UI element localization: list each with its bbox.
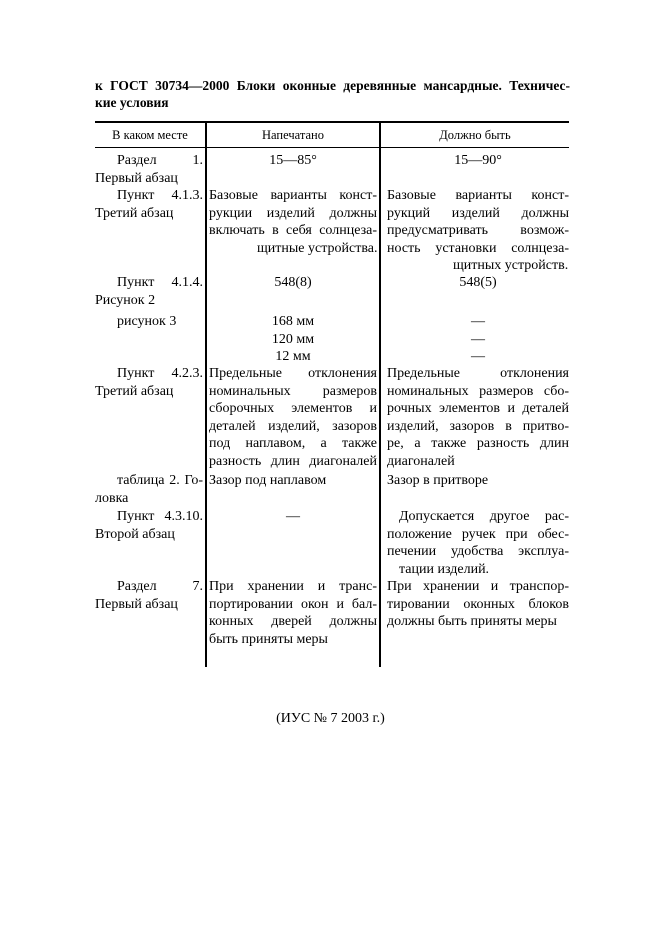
- table-row-2-printed: Базовые варианты конст- рукции изделий должны включать в себя солнцеза- щитные устройства.: [209, 188, 378, 256]
- table-row-1-where: Раздел 1. Первый абзац: [95, 153, 203, 186]
- table-row-1-should: 15—90°: [454, 153, 502, 168]
- table-row-6-should: Зазор в притворе: [387, 473, 489, 488]
- source-reference: (ИУС № 7 2003 г.): [276, 711, 385, 726]
- table-row-2-should: Базовые варианты конст- рукций изделий должны предусматривать возмож- ность установки солнцеза- щитных устройств.: [387, 188, 569, 273]
- table-top-rule: [95, 121, 569, 123]
- table-row-3-printed: 548(8): [274, 275, 312, 290]
- header-where: В каком месте: [112, 128, 188, 142]
- table-row-5-should: Предельные отклонения номинальных размеров сбо- рочных элементов и деталей изделий, зазоров в притво- ре, а также разность длин диагоналей: [387, 366, 569, 469]
- table-row-4-where: рисунок 3: [117, 314, 177, 329]
- table-row-7-printed: —: [286, 509, 300, 524]
- table-row-4-printed: 168 мм 120 мм 12 мм: [271, 314, 315, 364]
- table-row-3-should: 548(5): [459, 275, 497, 290]
- table-row-8-where: Раздел 7. Первый абзац: [95, 579, 203, 612]
- table-row-7-where: Пункт 4.3.10. Второй абзац: [95, 509, 203, 542]
- title-line-1: к ГОСТ 30734—2000 Блоки оконные деревянные мансардные. Техничес-: [95, 78, 570, 93]
- table-row-6-printed: Зазор под наплавом: [209, 473, 327, 488]
- table-row-6-where: таблица 2. Го- ловка: [95, 473, 203, 506]
- table-row-3-where: Пункт 4.1.4. Рисунок 2: [95, 275, 203, 308]
- table-row-4-should: — — —: [471, 314, 485, 364]
- table-column-divider-1: [205, 121, 207, 667]
- table-row-8-printed: При хранении и транс- портировании окон и бал- конных дверей должны быть приняты меры: [209, 579, 377, 647]
- table-row-5-printed: Предельные отклонения номинальных размеров сборочных элементов и деталей изделий, зазоров под наплавом, а также разность длин диагоналей: [209, 366, 377, 469]
- header-should-be: Должно быть: [439, 128, 511, 142]
- table-header-rule: [95, 147, 569, 148]
- table-column-divider-2: [379, 121, 381, 667]
- header-printed: Напечатано: [262, 128, 324, 142]
- table-row-1-printed: 15—85°: [269, 153, 317, 168]
- title-line-2: кие условия: [95, 95, 169, 110]
- table-row-8-should: При хранении и транспор- тировании оконных блоков должны быть приняты меры: [387, 579, 569, 629]
- table-row-2-where: Пункт 4.1.3. Третий абзац: [95, 188, 203, 221]
- amendment-title: [95, 77, 570, 111]
- table-row-5-where: Пункт 4.2.3. Третий абзац: [95, 366, 203, 399]
- table-row-7-should: Допускается другое рас- положение ручек при обес- печении удобства эксплуа- тации изделий.: [387, 509, 569, 577]
